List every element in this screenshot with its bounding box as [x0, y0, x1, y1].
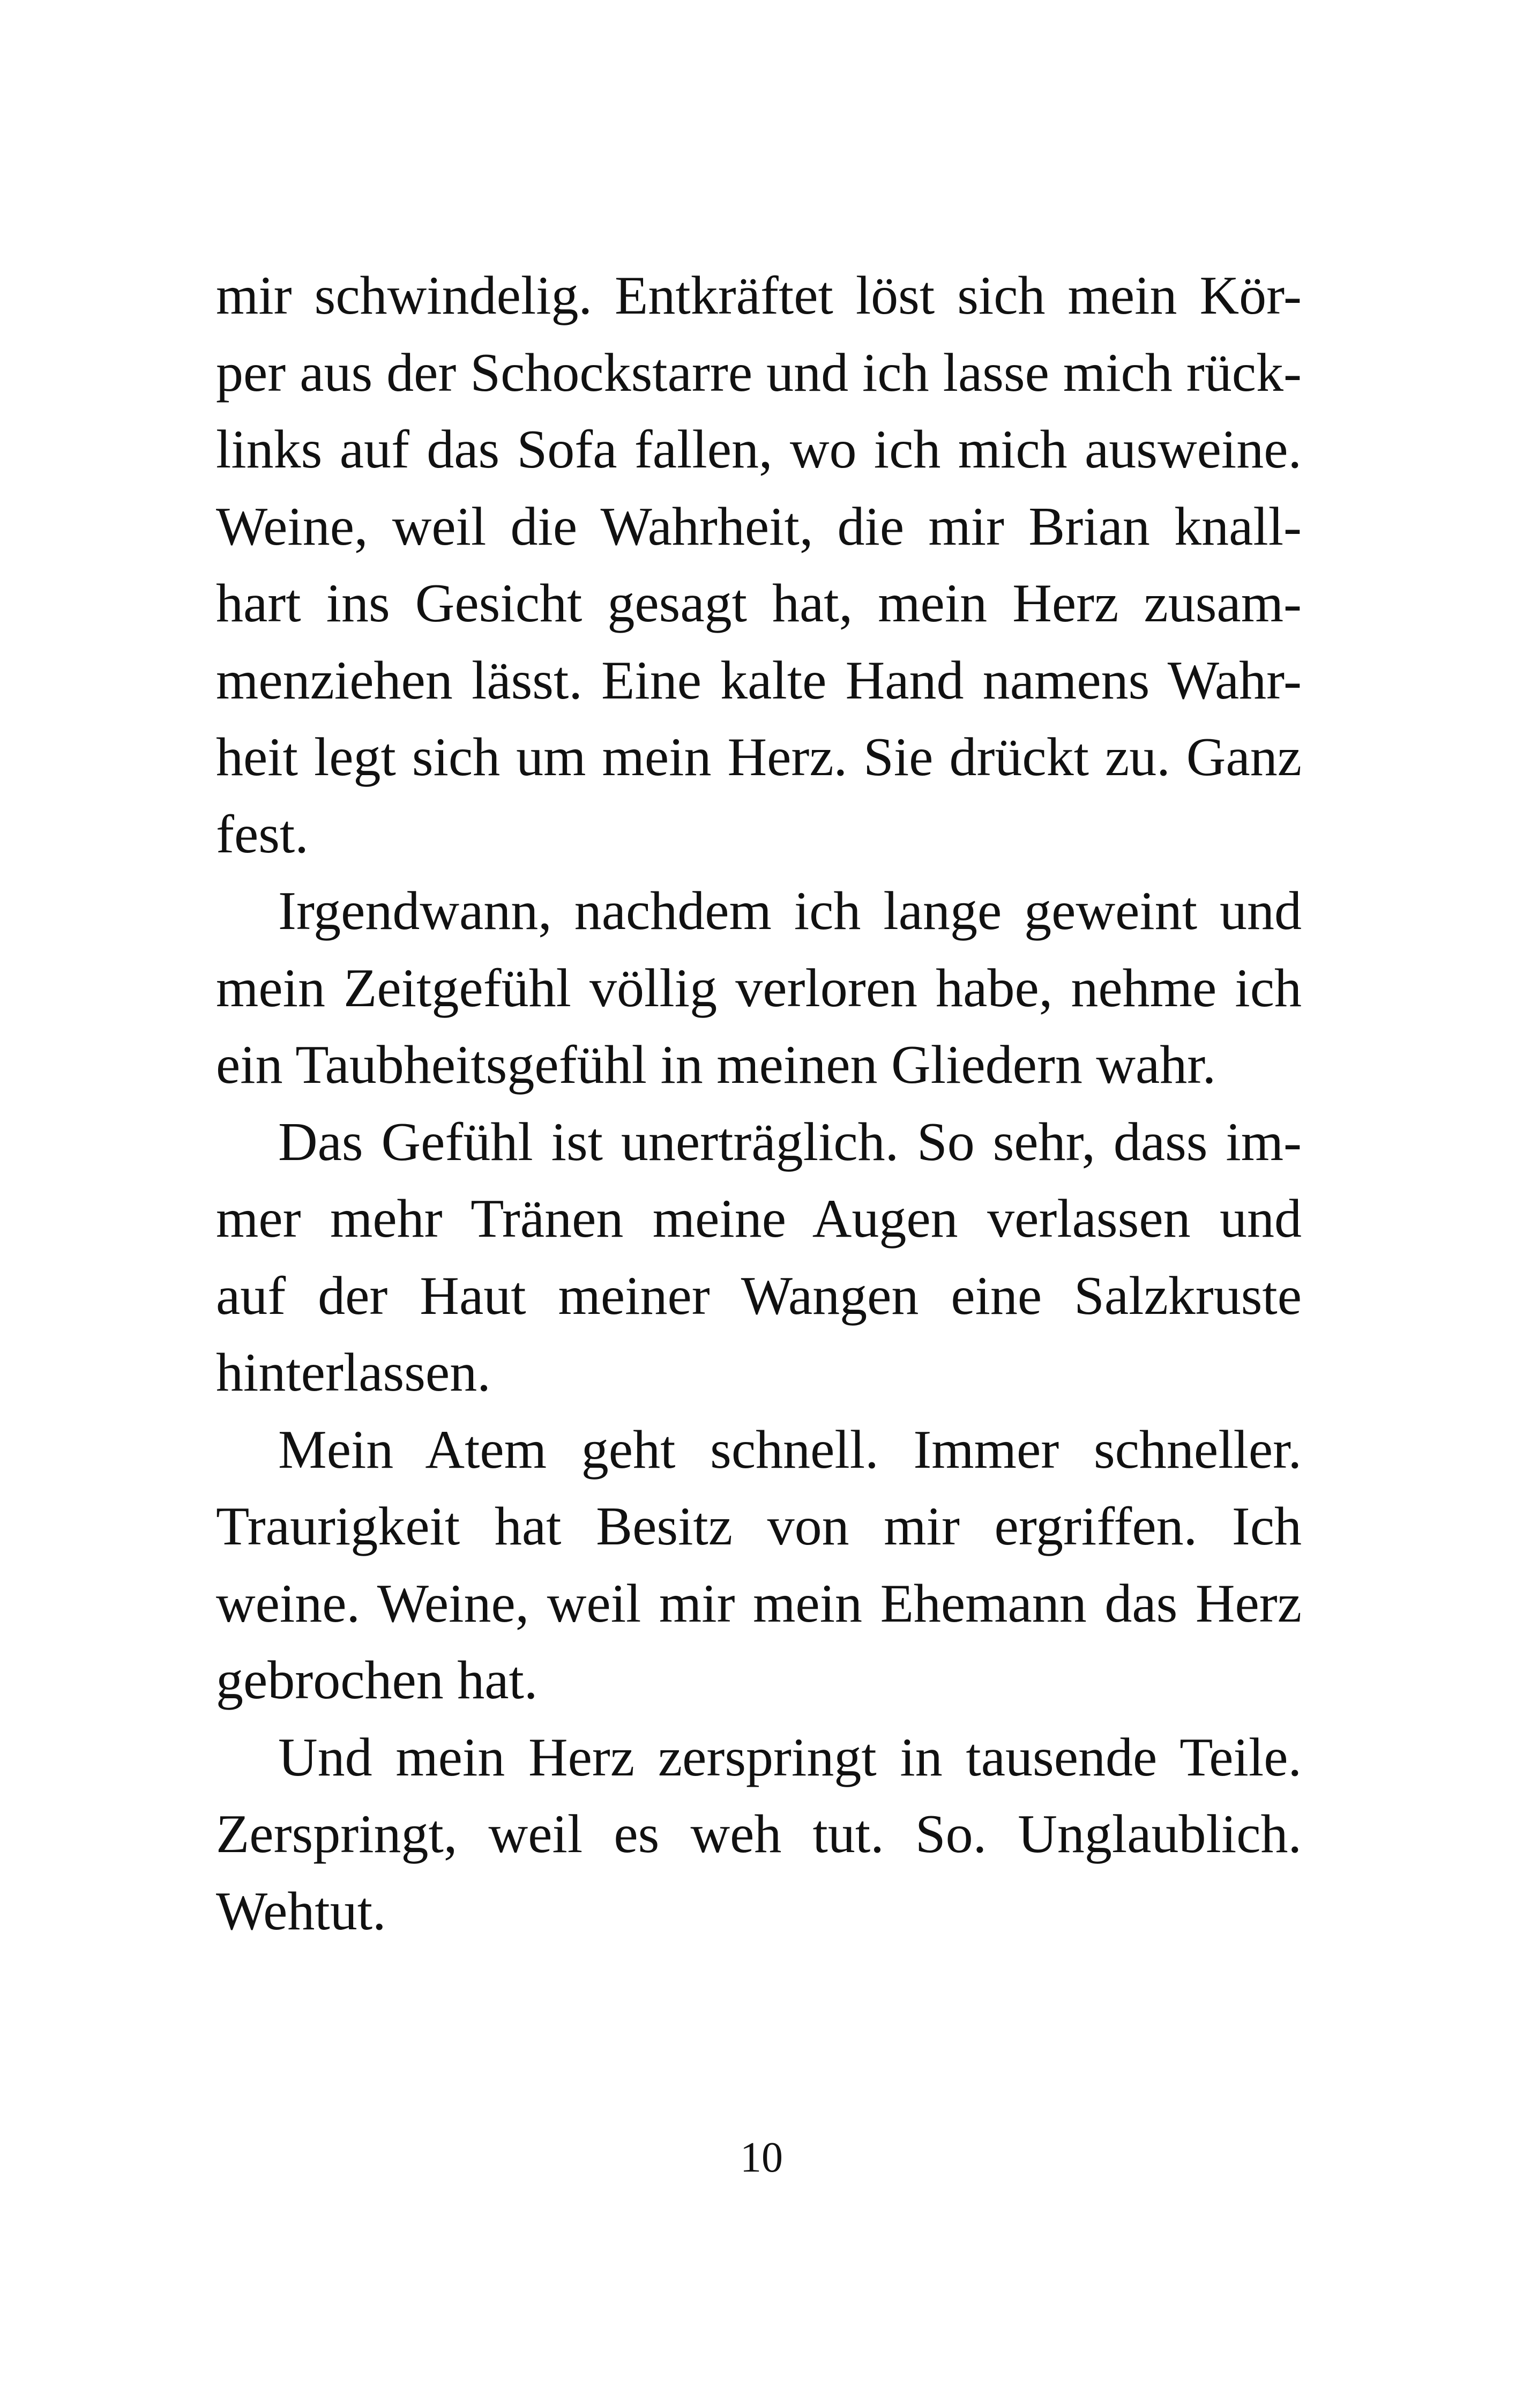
body-text [216, 257, 1302, 1950]
text-line: auf der Haut meiner Wangen eine Salzkruste [216, 1265, 1302, 1326]
text-line: links auf das Sofa fallen, wo ich mich ausweine. [216, 419, 1302, 480]
text-line: heit legt sich um mein Herz. Sie drückt zu. Ganz [216, 727, 1302, 787]
text-line: Traurigkeit hat Besitz von mir ergriffen. Ich [216, 1496, 1302, 1557]
paragraph [216, 1104, 1302, 1411]
text-line: mein Zeitgefühl völlig verloren habe, nehme ich [216, 957, 1302, 1019]
paragraph [216, 257, 1302, 873]
paragraph [216, 1411, 1302, 1719]
paragraph [216, 873, 1302, 1104]
text-line: fest. [216, 804, 309, 865]
text-line: menziehen lässt. Eine kalte Hand namens Wahr- [216, 650, 1302, 711]
text-line: hinterlassen. [216, 1342, 491, 1403]
text-line: per aus der Schockstarre und ich lasse mich rück- [216, 342, 1302, 403]
text-line: Zerspringt, weil es weh tut. So. Unglaublich. [216, 1804, 1302, 1864]
text-line: Und mein Herz zerspringt in tausende Teile. [278, 1727, 1302, 1788]
page-number: 10 [740, 2134, 783, 2181]
text-line: Weine, weil die Wahrheit, die mir Brian knall- [216, 496, 1302, 557]
text-line: weine. Weine, weil mir mein Ehemann das Herz [216, 1573, 1302, 1634]
text-line: mer mehr Tränen meine Augen verlassen und [216, 1188, 1302, 1249]
paragraph [216, 1719, 1302, 1950]
text-line: Mein Atem geht schnell. Immer schneller. [278, 1419, 1302, 1480]
text-line: mir schwindelig. Entkräftet löst sich mein Kör- [216, 265, 1302, 326]
text-line: Wehtut. [216, 1881, 386, 1942]
text-line: hart ins Gesicht gesagt hat, mein Herz zusam- [216, 573, 1302, 634]
text-line: gebrochen hat. [216, 1650, 538, 1711]
text-line: ein Taubheitsgefühl in meinen Gliedern wahr. [216, 1035, 1216, 1095]
text-line: Irgendwann, nachdem ich lange geweint und [278, 881, 1302, 941]
text-line: Das Gefühl ist unerträglich. So sehr, dass im- [278, 1111, 1302, 1172]
